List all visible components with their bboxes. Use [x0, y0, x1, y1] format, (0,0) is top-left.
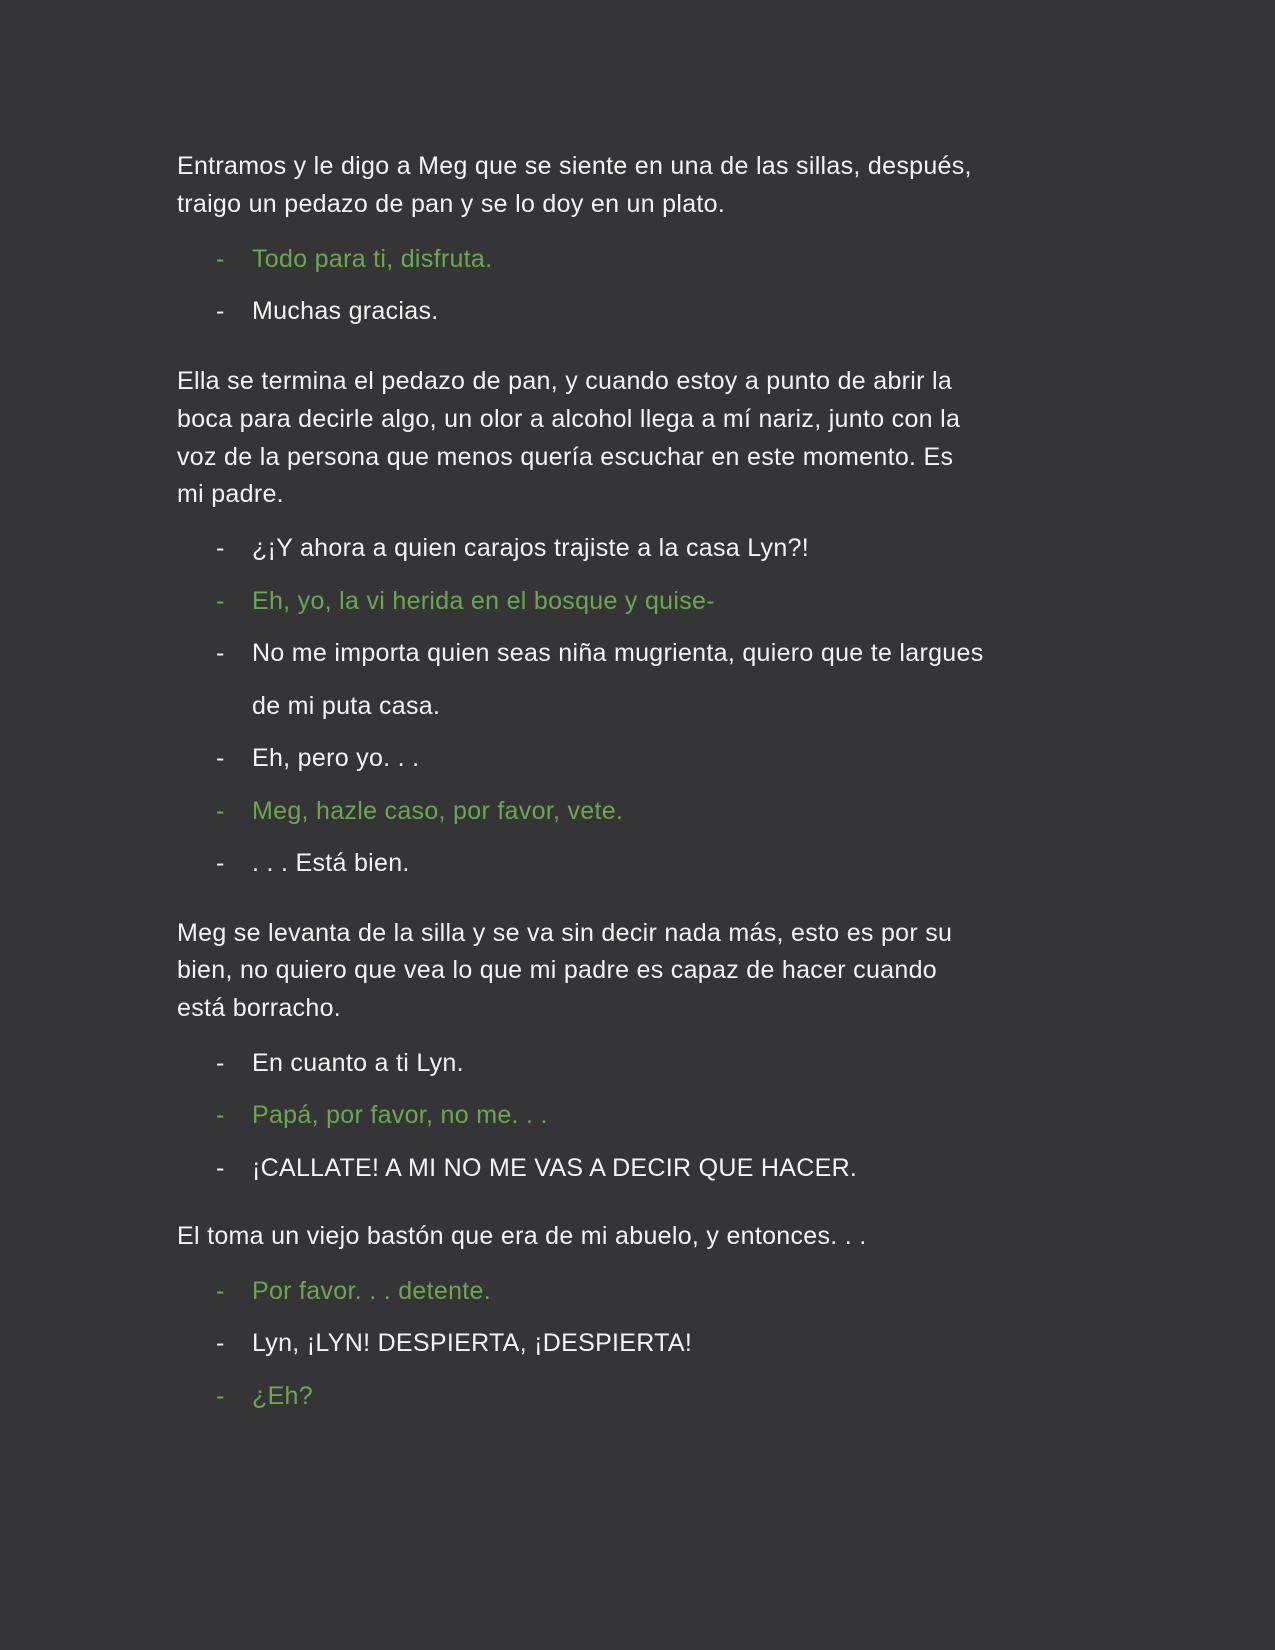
dialogue-line — [216, 586, 715, 616]
dialogue-text: Lyn, ¡LYN! DESPIERTA, ¡DESPIERTA! — [252, 1329, 693, 1357]
paragraph-line: está borracho. — [177, 994, 342, 1022]
dialogue-line — [216, 296, 439, 326]
dialogue-line — [216, 1328, 692, 1358]
dialogue-text: ¿¡Y ahora a quien carajos trajiste a la casa Lyn?! — [252, 534, 809, 562]
dialogue-dash: - — [216, 245, 225, 273]
dialogue-dash: - — [216, 1101, 225, 1129]
paragraph-line: traigo un pedazo de pan y se lo doy en un plato. — [177, 190, 726, 218]
dialogue-line — [216, 1153, 857, 1183]
dialogue-text: Todo para ti, disfruta. — [252, 245, 493, 273]
dialogue-dash: - — [216, 849, 225, 877]
paragraph-line: Meg se levanta de la silla y se va sin decir nada más, esto es por su — [177, 919, 953, 947]
dialogue-dash: - — [216, 1329, 225, 1357]
dialogue-text: ¡CALLATE! A MI NO ME VAS A DECIR QUE HACER. — [252, 1154, 858, 1182]
dialogue-text: En cuanto a ti Lyn. — [252, 1049, 464, 1077]
dialogue-line — [216, 1381, 313, 1411]
dialogue-dash: - — [216, 534, 225, 562]
dialogue-line — [216, 244, 492, 274]
dialogue-line — [216, 796, 623, 826]
dialogue-text: de mi puta casa. — [252, 692, 441, 720]
paragraph-line: boca para decirle algo, un olor a alcohol llega a mí nariz, junto con la — [177, 405, 961, 433]
dialogue-text: Papá, por favor, no me. . . — [252, 1101, 548, 1129]
dialogue-dash: - — [216, 639, 225, 667]
dialogue-dash: - — [216, 297, 225, 325]
paragraph-line: El toma un viejo bastón que era de mi abuelo, y entonces. . . — [177, 1222, 867, 1250]
dialogue-line — [216, 743, 419, 773]
dialogue-line — [216, 533, 809, 563]
paragraph-line: Entramos y le digo a Meg que se siente en una de las sillas, después, — [177, 152, 972, 180]
dialogue-text: Meg, hazle caso, por favor, vete. — [252, 797, 624, 825]
dialogue-text: . . . Está bien. — [252, 849, 410, 877]
dialogue-text: Eh, yo, la vi herida en el bosque y quise- — [252, 587, 715, 615]
dialogue-dash: - — [216, 1382, 225, 1410]
paragraph-line: bien, no quiero que vea lo que mi padre es capaz de hacer cuando — [177, 956, 937, 984]
dialogue-text: ¿Eh? — [252, 1382, 313, 1410]
dialogue-dash: - — [216, 797, 225, 825]
paragraph-line: mi padre. — [177, 480, 284, 508]
dialogue-text: Eh, pero yo. . . — [252, 744, 420, 772]
dialogue-dash: - — [216, 587, 225, 615]
dialogue-continuation — [216, 691, 440, 721]
dialogue-dash: - — [216, 1154, 225, 1182]
dialogue-line — [216, 1100, 548, 1130]
dialogue-dash: - — [216, 744, 225, 772]
paragraph-line: Ella se termina el pedazo de pan, y cuando estoy a punto de abrir la — [177, 367, 953, 395]
dialogue-text: Muchas gracias. — [252, 297, 439, 325]
dialogue-line — [216, 638, 984, 668]
dialogue-line — [216, 848, 410, 878]
dialogue-line — [216, 1048, 464, 1078]
dialogue-text: No me importa quien seas niña mugrienta, quiero que te largues — [252, 639, 984, 667]
dialogue-text: Por favor. . . detente. — [252, 1277, 491, 1305]
dialogue-dash: - — [216, 1277, 225, 1305]
dialogue-line — [216, 1276, 491, 1306]
paragraph-line: voz de la persona que menos quería escuchar en este momento. Es — [177, 443, 954, 471]
dialogue-dash: - — [216, 1049, 225, 1077]
